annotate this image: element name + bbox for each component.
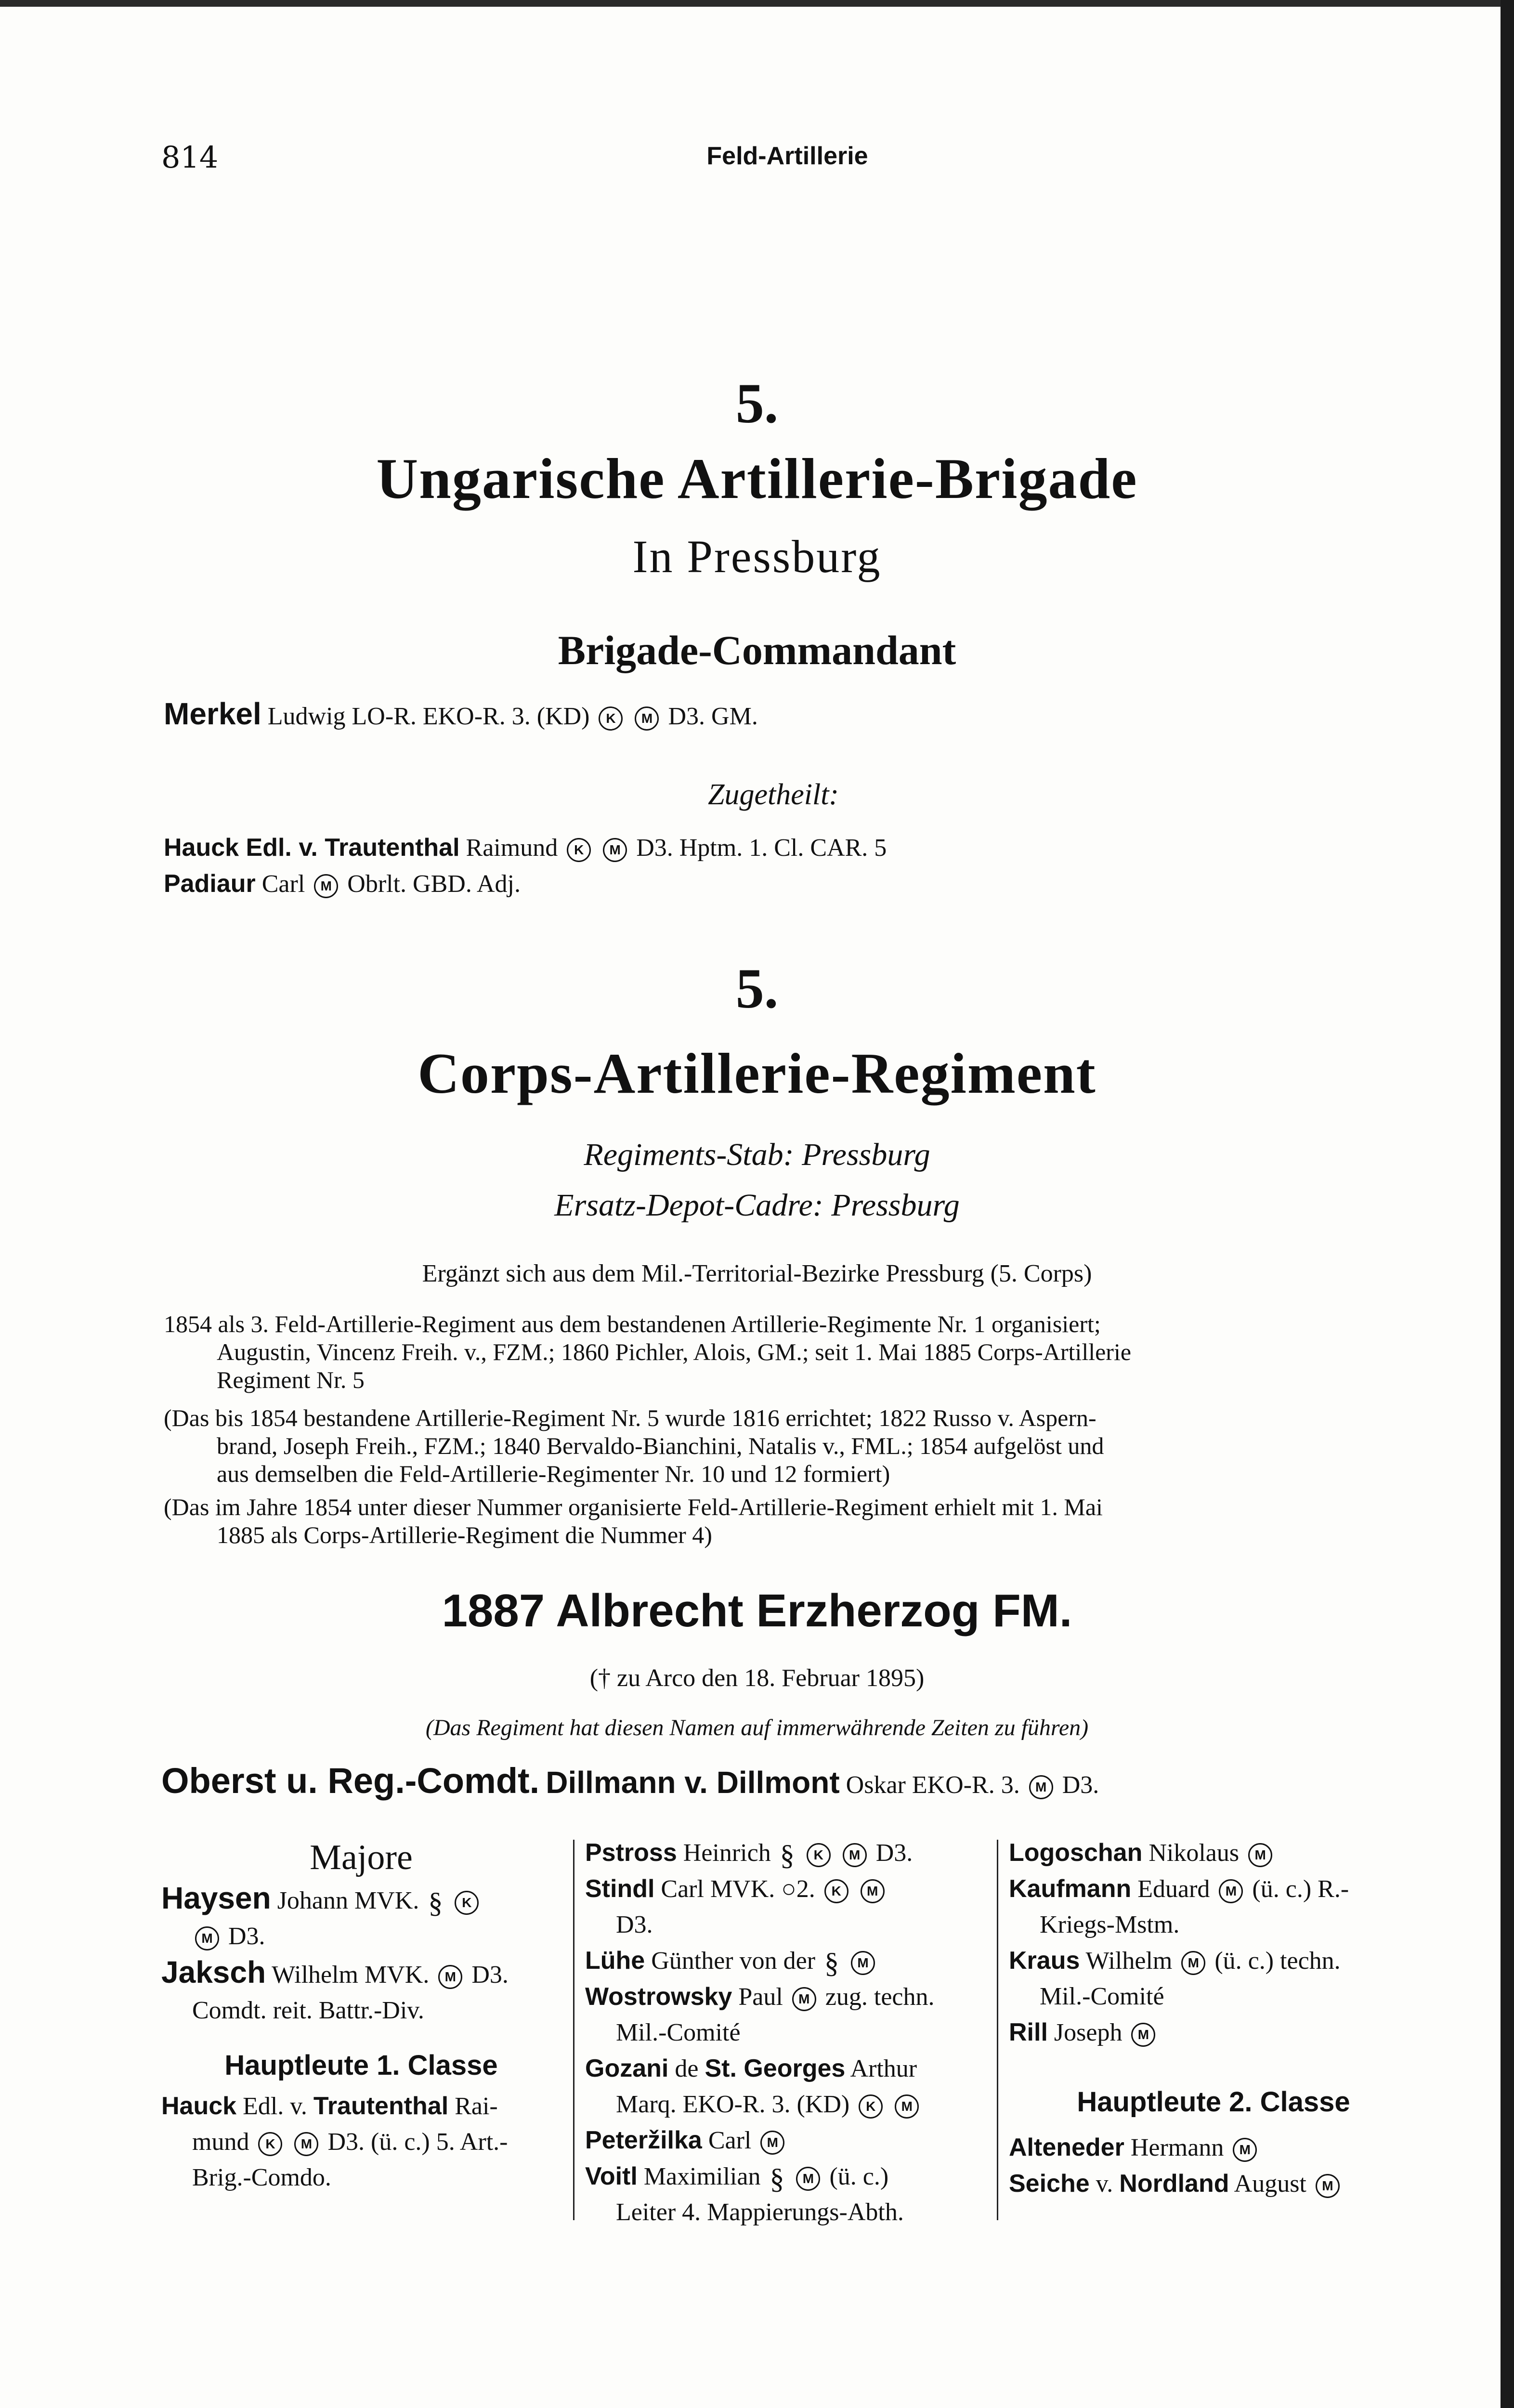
assigned-given: Raimund bbox=[466, 834, 558, 862]
list-item bbox=[1009, 2166, 1418, 2202]
officer-text: Carl bbox=[708, 2127, 752, 2154]
m-medal-icon: M bbox=[843, 1843, 867, 1867]
list-item: Mil.-Comité bbox=[616, 2019, 741, 2046]
regiment-title: Corps-Artillerie-Regiment bbox=[418, 1041, 1096, 1105]
officer-text: de bbox=[675, 2055, 699, 2082]
list-item bbox=[1009, 2130, 1418, 2166]
page-number: 814 bbox=[161, 140, 219, 175]
m-medal-icon: M bbox=[861, 1879, 885, 1903]
m-medal-icon: M bbox=[1316, 2174, 1340, 2198]
column-3 bbox=[1009, 1835, 1418, 2202]
history-line: aus demselben die Feld-Artillerie-Regimenter Nr. 10 und 12 formiert) bbox=[217, 1460, 890, 1487]
officer-surname: Kaufmann bbox=[1009, 1875, 1132, 1903]
officer-surname: Peteržilka bbox=[585, 2126, 702, 2154]
officer-text: Wilhelm bbox=[1085, 1947, 1173, 1975]
officer-text: D3. bbox=[228, 1923, 265, 1950]
officer-text: zug. techn. bbox=[825, 1983, 935, 2011]
m-medal-icon: M bbox=[1029, 1775, 1053, 1799]
list-item bbox=[1009, 2015, 1418, 2051]
officer-surname: Wostrowsky bbox=[585, 1983, 732, 2011]
k-medal-icon: K bbox=[455, 1891, 479, 1915]
history-line: 1854 als 3. Feld-Artillerie-Regiment aus dem bestandenen Artillerie-Regimente Nr. 1 organisiert; bbox=[164, 1310, 1101, 1337]
officer-text: Arthur bbox=[850, 2055, 917, 2082]
proprietor-death: († zu Arco den 18. Februar 1895) bbox=[589, 1664, 925, 1692]
officer-text: (ü. c.) bbox=[829, 2163, 889, 2190]
k-medal-icon: K bbox=[599, 707, 623, 731]
list-item bbox=[161, 2088, 561, 2124]
list-item bbox=[585, 1979, 990, 2015]
column-divider bbox=[997, 1840, 998, 2220]
history-line: (Das im Jahre 1854 unter dieser Nummer organisierte Feld-Artillerie-Regiment erhielt mit 1. Mai bbox=[164, 1493, 1103, 1520]
regiment-recruitment: Ergänzt sich aus dem Mil.-Territorial-Bezirke Pressburg (5. Corps) bbox=[422, 1260, 1092, 1287]
list-item bbox=[585, 2051, 990, 2087]
order-icon: § bbox=[824, 1947, 839, 1979]
officer-surname: Jaksch bbox=[161, 1955, 266, 1989]
colonel-orders: EKO-R. 3. bbox=[912, 1771, 1020, 1799]
list-item: Kriegs-Mstm. bbox=[1040, 1911, 1180, 1938]
hauptleute1-heading: Hauptleute 1. Classe bbox=[224, 2050, 498, 2081]
history-line: 1885 als Corps-Artillerie-Regiment die Nummer 4) bbox=[217, 1521, 712, 1548]
officer-text: Marq. EKO-R. 3. (KD) bbox=[616, 2091, 850, 2118]
officer-text: Johann MVK. bbox=[277, 1887, 419, 1914]
history-paragraph bbox=[164, 1310, 1397, 1394]
list-item bbox=[585, 2159, 990, 2195]
m-medal-icon: M bbox=[760, 2131, 784, 2155]
brigade-title: Ungarische Artillerie-Brigade bbox=[376, 446, 1138, 510]
m-medal-icon: M bbox=[635, 707, 659, 731]
colonel-surname: Dillmann v. Dillmont bbox=[546, 1765, 840, 1800]
m-medal-icon: M bbox=[1181, 1951, 1205, 1975]
brigade-commander-entry bbox=[164, 696, 758, 732]
officer-text: Rai- bbox=[455, 2093, 498, 2120]
list-item bbox=[585, 2087, 990, 2122]
colonel-label: Oberst u. Reg.-Comdt. bbox=[161, 1761, 540, 1801]
regiment-number: 5. bbox=[735, 957, 779, 1020]
regiment-staff: Regiments-Stab: Pressburg bbox=[584, 1137, 930, 1172]
officer-text: Edl. v. bbox=[243, 2093, 307, 2120]
m-medal-icon: M bbox=[1131, 2023, 1155, 2047]
k-medal-icon: K bbox=[258, 2132, 282, 2156]
m-medal-icon: M bbox=[314, 874, 338, 898]
column-2 bbox=[585, 1835, 990, 2230]
list-item: D3. bbox=[616, 1911, 653, 1938]
m-medal-icon: M bbox=[792, 1987, 816, 2011]
list-item bbox=[161, 2124, 561, 2160]
officer-surname: Voitl bbox=[585, 2162, 638, 2190]
officer-text: Günther von der bbox=[651, 1947, 816, 1975]
assigned-rank: Obrlt. GBD. Adj. bbox=[347, 870, 521, 898]
officer-text: (ü. c.) R.- bbox=[1252, 1875, 1349, 1903]
officer-surname: Alteneder bbox=[1009, 2133, 1124, 2161]
k-medal-icon: K bbox=[567, 838, 591, 862]
m-medal-icon: M bbox=[1248, 1843, 1272, 1867]
order-icon: § bbox=[780, 1839, 795, 1871]
colonel-rank: D3. bbox=[1062, 1771, 1099, 1799]
officer-text: Wilhelm MVK. bbox=[272, 1961, 430, 1989]
officer-surname: St. Georges bbox=[705, 2055, 846, 2082]
list-item bbox=[1009, 1871, 1418, 1907]
m-medal-icon: M bbox=[603, 838, 627, 862]
m-medal-icon: M bbox=[438, 1965, 462, 1989]
history-paragraph bbox=[164, 1404, 1397, 1488]
commander-orders: LO-R. EKO-R. 3. (KD) bbox=[352, 703, 590, 730]
proprietor-note: (Das Regiment hat diesen Namen auf immerwährende Zeiten zu führen) bbox=[425, 1715, 1089, 1741]
list-item bbox=[161, 1954, 561, 1993]
officer-text: (ü. c.) techn. bbox=[1214, 1947, 1341, 1975]
list-item bbox=[161, 1880, 561, 1919]
m-medal-icon: M bbox=[195, 1926, 219, 1950]
history-line: brand, Joseph Freih., FZM.; 1840 Bervaldo-Bianchini, Natalis v., FML.; 1854 aufgelöst und bbox=[217, 1432, 1104, 1459]
officer-text: D3. bbox=[471, 1961, 509, 1989]
officer-text: Heinrich bbox=[683, 1839, 771, 1867]
list-item bbox=[161, 1919, 561, 1954]
brigade-location: In Pressburg bbox=[632, 531, 882, 582]
order-icon: § bbox=[770, 2163, 784, 2195]
list-item bbox=[585, 1871, 990, 1907]
officer-text: Hermann bbox=[1130, 2134, 1224, 2161]
assigned-entry bbox=[164, 869, 521, 898]
brigade-number: 5. bbox=[735, 372, 779, 435]
history-line: (Das bis 1854 bestandene Artillerie-Regiment Nr. 5 wurde 1816 errichtet; 1822 Russo v. Aspern- bbox=[164, 1404, 1096, 1431]
assigned-heading: Zugetheilt: bbox=[708, 778, 839, 811]
assigned-surname: Hauck Edl. v. Trautenthal bbox=[164, 834, 460, 862]
officer-text: Carl MVK. bbox=[661, 1875, 775, 1903]
assigned-surname: Padiaur bbox=[164, 870, 256, 898]
k-medal-icon: K bbox=[824, 1879, 848, 1903]
assigned-given: Carl bbox=[261, 870, 305, 898]
m-medal-icon: M bbox=[1219, 1879, 1243, 1903]
officer-text: v. bbox=[1096, 2170, 1113, 2198]
officer-surname: Trautenthal bbox=[313, 2092, 449, 2120]
officer-text: Nikolaus bbox=[1149, 1839, 1240, 1867]
m-medal-icon: M bbox=[851, 1951, 875, 1975]
brigade-commander-heading: Brigade-Commandant bbox=[558, 627, 956, 673]
list-item: Mil.-Comité bbox=[1040, 1983, 1164, 2010]
colonel-given: Oskar bbox=[846, 1771, 906, 1799]
list-item: Brig.-Comdo. bbox=[192, 2164, 331, 2191]
order-icon: ○2. bbox=[781, 1875, 815, 1903]
history-line: Augustin, Vincenz Freih. v., FZM.; 1860 Pichler, Alois, GM.; seit 1. Mai 1885 Corps-Artillerie bbox=[217, 1338, 1132, 1365]
officer-surname: Seiche bbox=[1009, 2170, 1090, 2198]
m-medal-icon: M bbox=[796, 2167, 820, 2191]
commander-given: Ludwig bbox=[267, 703, 346, 730]
history-line: Regiment Nr. 5 bbox=[217, 1366, 365, 1393]
officer-surname: Haysen bbox=[161, 1881, 271, 1915]
officer-surname: Stindl bbox=[585, 1875, 655, 1903]
officer-text: Joseph bbox=[1054, 2019, 1122, 2046]
officer-surname: Logoschan bbox=[1009, 1839, 1143, 1867]
m-medal-icon: M bbox=[895, 2094, 919, 2119]
assigned-entry bbox=[164, 833, 887, 862]
officer-text: August bbox=[1234, 2170, 1306, 2198]
column-divider bbox=[573, 1840, 574, 2220]
officer-text: Maximilian bbox=[643, 2163, 761, 2190]
hauptleute2-heading: Hauptleute 2. Classe bbox=[1077, 2086, 1350, 2118]
officer-surname: Lühe bbox=[585, 1947, 645, 1975]
officer-surname: Gozani bbox=[585, 2055, 669, 2082]
list-item: Comdt. reit. Battr.-Div. bbox=[192, 1997, 424, 2024]
running-header bbox=[161, 140, 1413, 173]
order-icon: § bbox=[428, 1887, 443, 1919]
k-medal-icon: K bbox=[859, 2094, 883, 2119]
list-item bbox=[585, 1943, 990, 1979]
list-item bbox=[1009, 1835, 1418, 1871]
m-medal-icon: M bbox=[1233, 2138, 1257, 2162]
list-item: Leiter 4. Mappierungs-Abth. bbox=[616, 2199, 904, 2226]
officer-surname: Rill bbox=[1009, 2018, 1048, 2046]
list-item bbox=[585, 1835, 990, 1871]
regiment-depot: Ersatz-Depot-Cadre: Pressburg bbox=[554, 1188, 960, 1223]
officer-surname: Nordland bbox=[1119, 2170, 1229, 2198]
list-item bbox=[1009, 1943, 1418, 1979]
k-medal-icon: K bbox=[807, 1843, 831, 1867]
officer-surname: Pstross bbox=[585, 1839, 677, 1867]
majore-heading: Majore bbox=[310, 1838, 413, 1877]
proprietor: 1887 Albrecht Erzherzog FM. bbox=[442, 1585, 1072, 1636]
history-paragraph bbox=[164, 1493, 1397, 1549]
m-medal-icon: M bbox=[294, 2132, 318, 2156]
colonel-entry bbox=[161, 1760, 1099, 1801]
list-item bbox=[585, 2122, 990, 2159]
officer-text: mund bbox=[192, 2128, 249, 2156]
officer-surname: Hauck bbox=[161, 2092, 237, 2120]
officer-text: D3. (ü. c.) 5. Art.- bbox=[327, 2128, 508, 2156]
officer-surname: Kraus bbox=[1009, 1947, 1080, 1975]
scan-edge-top bbox=[0, 0, 1514, 7]
column-1 bbox=[161, 1835, 561, 2196]
commander-rank: D3. GM. bbox=[668, 703, 758, 730]
officer-text: D3. bbox=[875, 1839, 913, 1867]
officer-text: Eduard bbox=[1137, 1875, 1210, 1903]
assigned-rank: D3. Hptm. 1. Cl. CAR. 5 bbox=[636, 834, 887, 862]
running-title: Feld-Artillerie bbox=[706, 142, 868, 170]
officer-text: Paul bbox=[738, 1983, 783, 2011]
commander-surname: Merkel bbox=[164, 696, 261, 731]
